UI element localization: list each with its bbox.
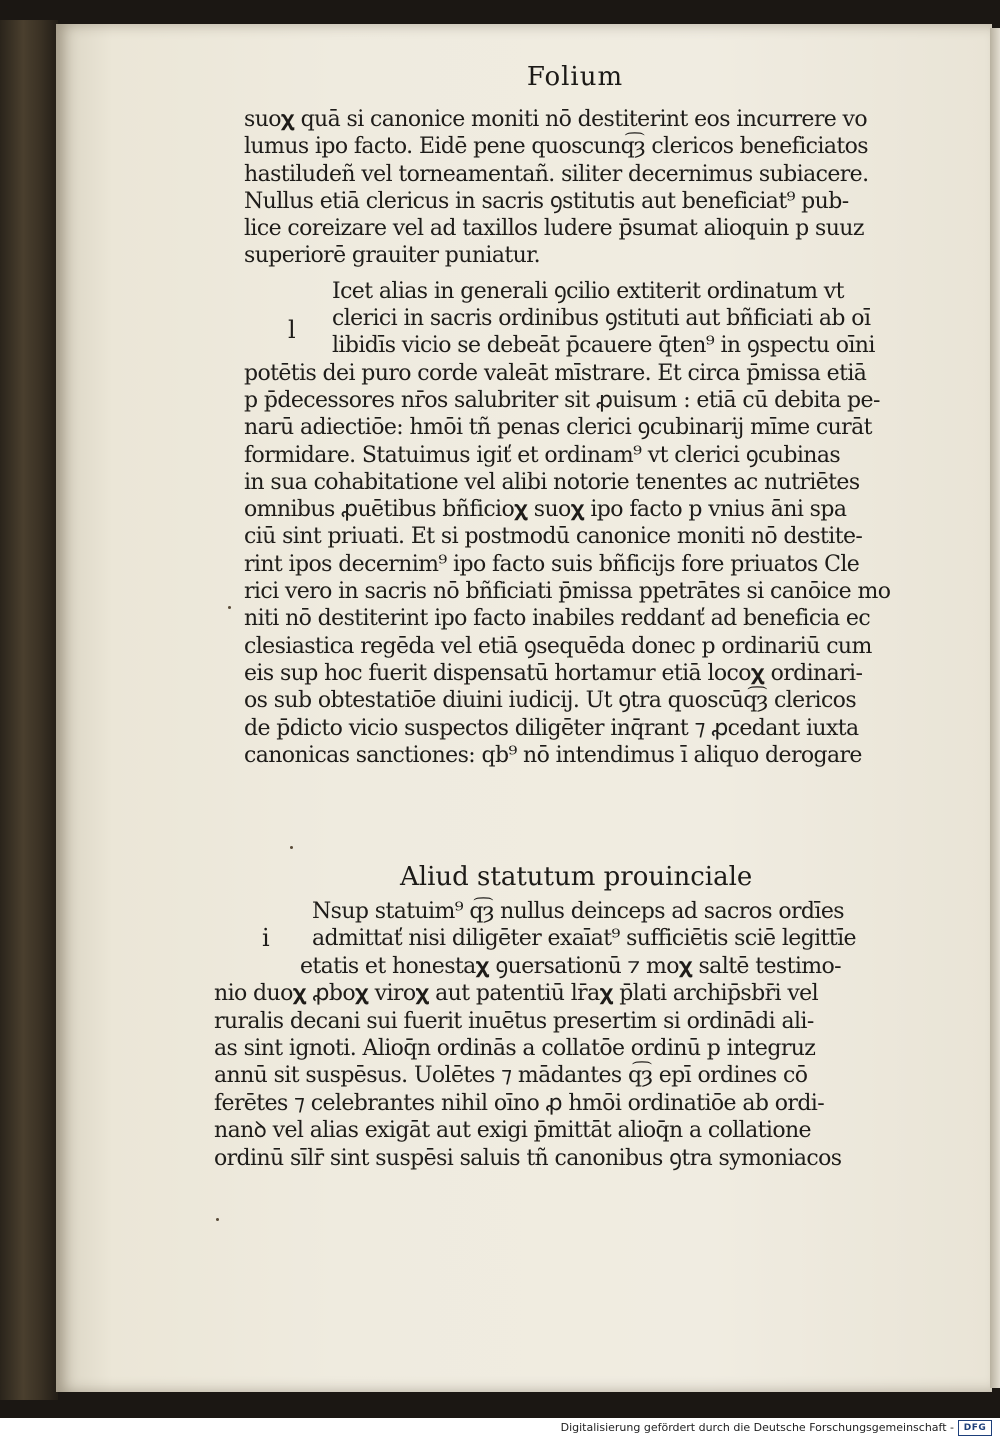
text-line: Icet alias in generali ꝯcilio extiterit ordinatum vt [332,278,844,304]
text-line: lumus ipo facto. Eidē pene quoscunq͡ȝ clericos beneficiatos [244,134,868,160]
paragraph-1 [244,106,944,769]
text-line: niti nō destiterint ipo facto inabiles reddanť ad beneficia ec [244,606,871,632]
text-line: os sub obtestatiōe diuini iudicij. Ut ꝯtra quoscūq͡ȝ clericos [244,688,857,714]
text-line: p p̄decessores nr̄os salubriter sit ꝓuisum : etiā cū debita pe- [244,387,880,413]
ink-speck [290,846,293,849]
text-line: annū sit suspēsus. Uolētes ⁊ mādantes q͡ȝ epī ordines cō [214,1063,808,1089]
text-line: nanꝺ vel alias exigāt aut exigi p̄mittāt alioq̄n a collatione [214,1118,811,1144]
text-line: admittať nisi diligēter exaīat⁹ sufficiētis sciē legittīe [312,926,856,952]
text-line: potētis dei puro corde valeāt mīstrare. Et circa p̄missa etiā [244,360,867,386]
text-line: clesiastica regēda vel etiā ꝯsequēda donec p ordinariū cum [244,633,872,659]
facing-page-edge [990,28,1000,1388]
guide-letter-l: l [288,316,296,344]
text-line: narū adiectiōe: hmōi tñ penas clerici ꝯcubinarij mīme curāt [244,415,872,441]
text-line: ordinū sīlr̄ sint suspēsi saluis tñ canonibus ꝯtra symoniacos [214,1145,842,1171]
paragraph-3 [214,898,934,1172]
text-line: eis sup hoc fuerit dispensatū hortamur etiā loco𝛘 ordinari- [244,660,863,686]
text-line: etatis et honesta𝛘 ꝯuersationū ⁊ mo𝛘 saltē testimo- [300,953,842,979]
text-line: ciū sint priuati. Et si postmodū canonice moniti nō destite- [244,524,863,550]
folium-header: Folium [526,62,624,92]
text-line: hastiludeñ vel torneamentañ. siliter decernimus subiacere. [244,161,869,187]
text-line: ruralis decani sui fuerit inuētus presertim si ordinādi ali- [214,1008,814,1034]
ink-speck [228,606,231,609]
text-line: clerici in sacris ordinibus ꝯstituti aut bñficiati ab oī [332,306,871,332]
guide-letter-i: i [262,924,270,952]
funding-note: Digitalisierung gefördert durch die Deutsche Forschungsgemeinschaft - [560,1421,954,1434]
text-line: lice coreizare vel ad taxillos ludere p̄sumat alioquin p suuz [244,216,864,242]
dfg-logo-icon: DFG [958,1420,992,1436]
section-heading: Aliud statutum prouinciale [400,862,753,892]
text-line: nio duo𝛘 ꝓbo𝛘 viro𝛘 aut patentiū lr̄a𝛘 p̄lati archip̄sbr̄i vel [214,981,819,1007]
text-line: as sint ignoti. Alioq̄n ordinās a collatōe ordinū p integruz [214,1036,816,1062]
text-line: Nsup statuim⁹ q͡ȝ nullus deinceps ad sacros ordīes [312,899,844,924]
text-line: rici vero in sacris nō bñficiati p̄missa ppetrātes si canōice mo [244,579,891,605]
text-line: in sua cohabitatione vel alibi notorie tenentes ac nutriētes [244,469,860,495]
text-line: libidīs vicio se debeāt p̄cauere q̄ten⁹ in ꝯspectu oīni [332,333,875,359]
text-line: canonicas sanctiones: qb⁹ nō intendimus ī aliquo derogare [244,742,862,768]
text-line: ferētes ⁊ celebrantes nihil oīno ꝓ hmōi ordinatiōe ab ordi- [214,1090,825,1116]
book-binding [0,20,58,1400]
text-line: superiorē grauiter puniatur. [244,243,541,269]
ink-speck [216,1218,219,1221]
text-line: de p̄dicto vicio suspectos diligēter inq̄rant ⁊ ꝓcedant iuxta [244,715,859,741]
text-line: rint ipos decernim⁹ ipo facto suis bñficijs fore priuatos Cle [244,551,860,577]
text-line: omnibus ꝓuētibus bñficio𝛘 suo𝛘 ipo facto p vnius āni spa [244,497,847,523]
text-line: Nullus etiā clericus in sacris ꝯstitutis aut beneficiat⁹ pub- [244,188,849,214]
text-line: suo𝛘 quā si canonice moniti nō destiterint eos incurrere vo [244,107,868,132]
text-line: formidare. Statuimus igiť et ordinam⁹ vt clerici ꝯcubinas [244,442,841,468]
